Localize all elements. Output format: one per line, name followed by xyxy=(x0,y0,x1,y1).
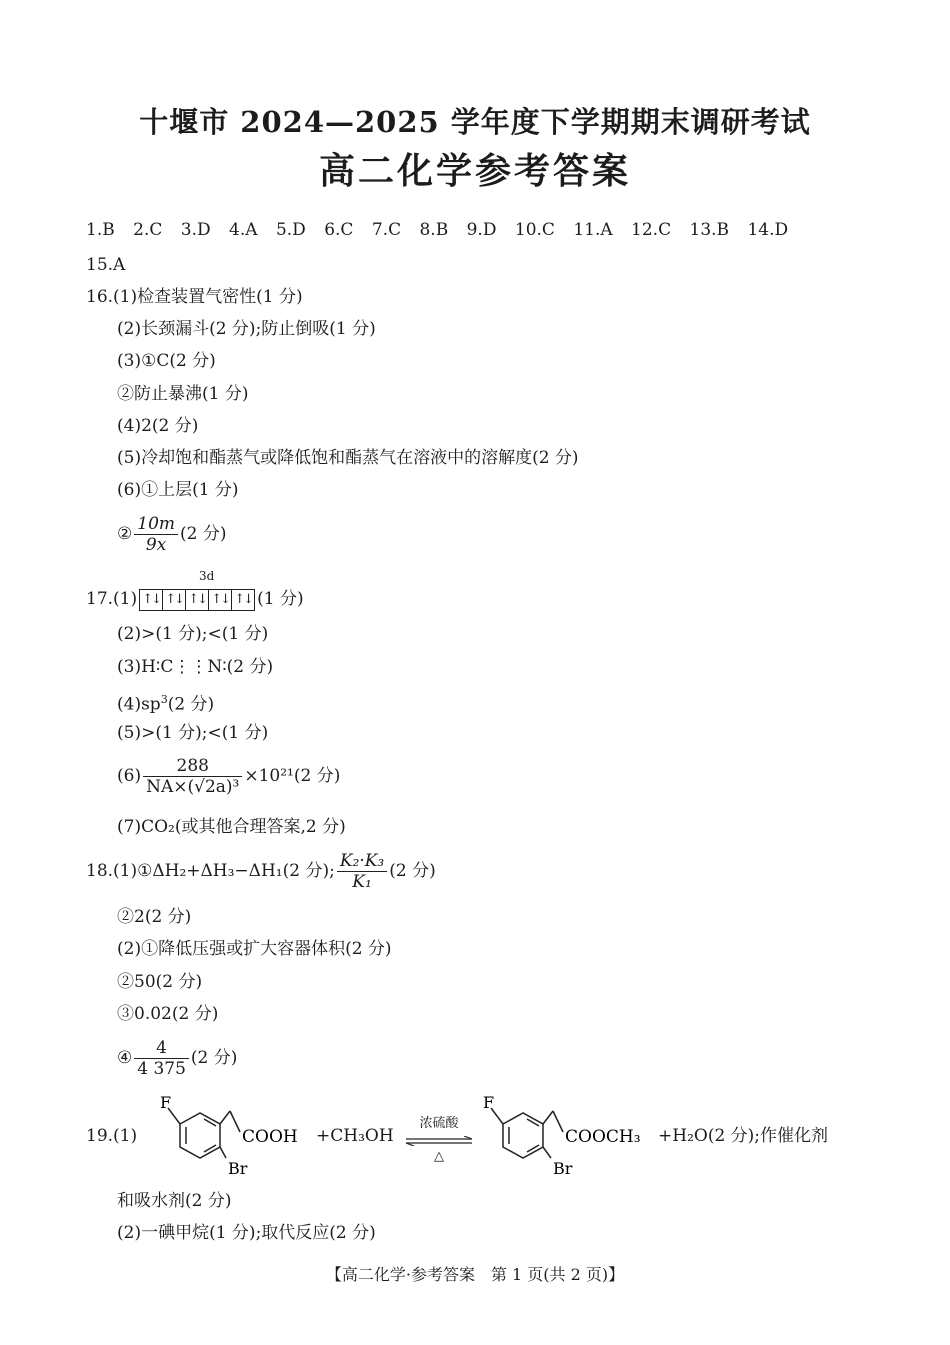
q16-fraction xyxy=(134,514,178,555)
q16-line7: (6)①上层(1 分) xyxy=(117,480,239,500)
cooh-bond xyxy=(230,1111,240,1132)
q19-line3: (2)一碘甲烷(1 分);取代反应(2 分) xyxy=(117,1223,376,1243)
br-bond xyxy=(543,1147,551,1158)
q18-line3: (2)①降低压强或扩大容器体积(2 分) xyxy=(117,939,392,959)
q17-line4-suffix: (2 分) xyxy=(167,694,215,715)
ch2-bond xyxy=(220,1111,230,1124)
fraction-denominator: 9x xyxy=(145,535,167,555)
fraction-denominator: 4 375 xyxy=(137,1059,186,1079)
fraction-denominator: NA×(√2a)³ xyxy=(146,777,240,797)
q17-line1-prefix: 17.(1) xyxy=(86,589,138,609)
reactant-molecule xyxy=(160,1094,310,1178)
q18-line2: ②2(2 分) xyxy=(117,907,192,927)
q17-line2: (2)>(1 分);<(1 分) xyxy=(117,624,269,644)
reversible-arrow xyxy=(404,1136,474,1146)
orbital-cell: ↑↓ xyxy=(163,590,186,610)
q18-line6-suffix: (2 分) xyxy=(190,1048,238,1068)
mc-answer: 10.C xyxy=(514,220,555,240)
q17-line4 xyxy=(117,689,214,716)
fraction-numerator: 10m xyxy=(134,514,178,535)
reaction-condition xyxy=(404,1112,474,1164)
q17-line1 xyxy=(86,588,304,611)
q19-line1-suffix: +H₂O(2 分);作催化剂 xyxy=(658,1126,829,1146)
orbital-cell: ↑↓ xyxy=(186,590,209,610)
exam-title: 十堰市 2024—2025 学年度下学期期末调研考试 xyxy=(139,105,811,139)
q17-line6-suffix: ×10²¹(2 分) xyxy=(244,766,341,786)
orbital-cell: ↑↓ xyxy=(209,590,232,610)
q18-line6 xyxy=(117,1038,237,1079)
q18-line4: ②50(2 分) xyxy=(117,972,203,992)
methanol-reagent: +CH₃OH xyxy=(316,1126,394,1146)
q17-line5: (5)>(1 分);<(1 分) xyxy=(117,723,269,743)
q17-line1-suffix: (1 分) xyxy=(257,589,304,609)
q17-line6 xyxy=(117,756,340,797)
q18-line1-suffix: (2 分) xyxy=(389,861,436,881)
product-molecule xyxy=(481,1094,656,1178)
mc-answer-row xyxy=(86,220,788,240)
q16-line4: ②防止暴沸(1 分) xyxy=(117,384,249,404)
q18-fraction xyxy=(134,1038,189,1079)
orbital-cell: ↑↓ xyxy=(140,590,163,610)
orbital-cell: ↑↓ xyxy=(234,591,253,607)
q18-line1 xyxy=(86,851,436,892)
q18-line5: ③0.02(2 分) xyxy=(117,1004,219,1024)
fraction-numerator: K₂·K₃ xyxy=(337,851,387,872)
fluorine-label: F xyxy=(160,1094,172,1112)
mc-answer: 2.C xyxy=(133,220,163,240)
q18-line1-prefix: 18.(1)①ΔH₂+ΔH₃−ΔH₁(2 分); xyxy=(86,861,335,881)
q16-line8 xyxy=(117,514,227,555)
q17-line4-sup: 3 xyxy=(160,693,168,706)
mc-answer: 5.D xyxy=(275,220,306,240)
q17-line7: (7)CO₂(或其他合理答案,2 分) xyxy=(117,817,346,837)
q17-fraction xyxy=(143,756,242,797)
fraction-numerator: 4 xyxy=(134,1038,189,1059)
mc-answer: 12.C xyxy=(631,220,672,240)
ester-label: COOCH₃ xyxy=(565,1127,641,1147)
mc-answer: 13.B xyxy=(689,220,730,240)
q18-fraction xyxy=(337,851,387,892)
mc-answer: 3.D xyxy=(180,220,211,240)
ch2-bond xyxy=(543,1111,553,1124)
fraction-denominator: K₁ xyxy=(352,872,372,892)
q17-line6-prefix: (6) xyxy=(117,766,142,786)
page-title: 高二化学参考答案 xyxy=(318,150,631,192)
page-footer: 【高二化学·参考答案 第 1 页(共 2 页)】 xyxy=(325,1265,625,1284)
q16-line6: (5)冷却饱和酯蒸气或降低饱和酯蒸气在溶液中的溶解度(2 分) xyxy=(117,448,579,468)
cooh-label: COOH xyxy=(242,1127,298,1147)
q17-line3: (3)H∶C⋮⋮N∶(2 分) xyxy=(117,657,274,677)
orbital-label: 3d xyxy=(199,569,215,583)
mc-answer-15: 15.A xyxy=(86,255,126,275)
arrow-heat: △ xyxy=(434,1149,444,1164)
q16-line8-prefix: ② xyxy=(117,524,133,544)
mc-answer: 6.C xyxy=(324,220,354,240)
br-bond xyxy=(220,1147,226,1158)
q16-line8-suffix: (2 分) xyxy=(180,524,227,544)
arrow-catalyst: 浓硫酸 xyxy=(419,1116,459,1131)
q16-line2: (2)长颈漏斗(2 分);防止倒吸(1 分) xyxy=(117,319,376,339)
q16-line3: (3)①C(2 分) xyxy=(117,351,216,371)
mc-answer: 7.C xyxy=(371,220,402,240)
fluorine-label: F xyxy=(483,1094,495,1112)
q17-line4-prefix: (4)sp xyxy=(117,694,161,715)
mc-answer: 9.D xyxy=(466,220,497,240)
q19-line2: 和吸水剂(2 分) xyxy=(117,1191,232,1211)
ester-bond xyxy=(553,1111,563,1132)
q16-line1: 16.(1)检查装置气密性(1 分) xyxy=(86,287,303,307)
bromine-label: Br xyxy=(228,1159,248,1178)
mc-answer: 8.B xyxy=(419,220,449,240)
q16-line5: (4)2(2 分) xyxy=(117,416,199,436)
mc-answer: 14.D xyxy=(747,220,789,240)
mc-answer: 1.B xyxy=(86,220,115,240)
mc-answer: 11.A xyxy=(573,220,613,240)
mc-answer: 4.A xyxy=(229,220,258,240)
bromine-label: Br xyxy=(553,1159,573,1178)
q19-line1-prefix: 19.(1) xyxy=(86,1126,138,1146)
orbital-diagram xyxy=(139,589,255,611)
q18-line6-prefix: ④ xyxy=(117,1048,133,1068)
fraction-numerator: 288 xyxy=(143,756,242,777)
